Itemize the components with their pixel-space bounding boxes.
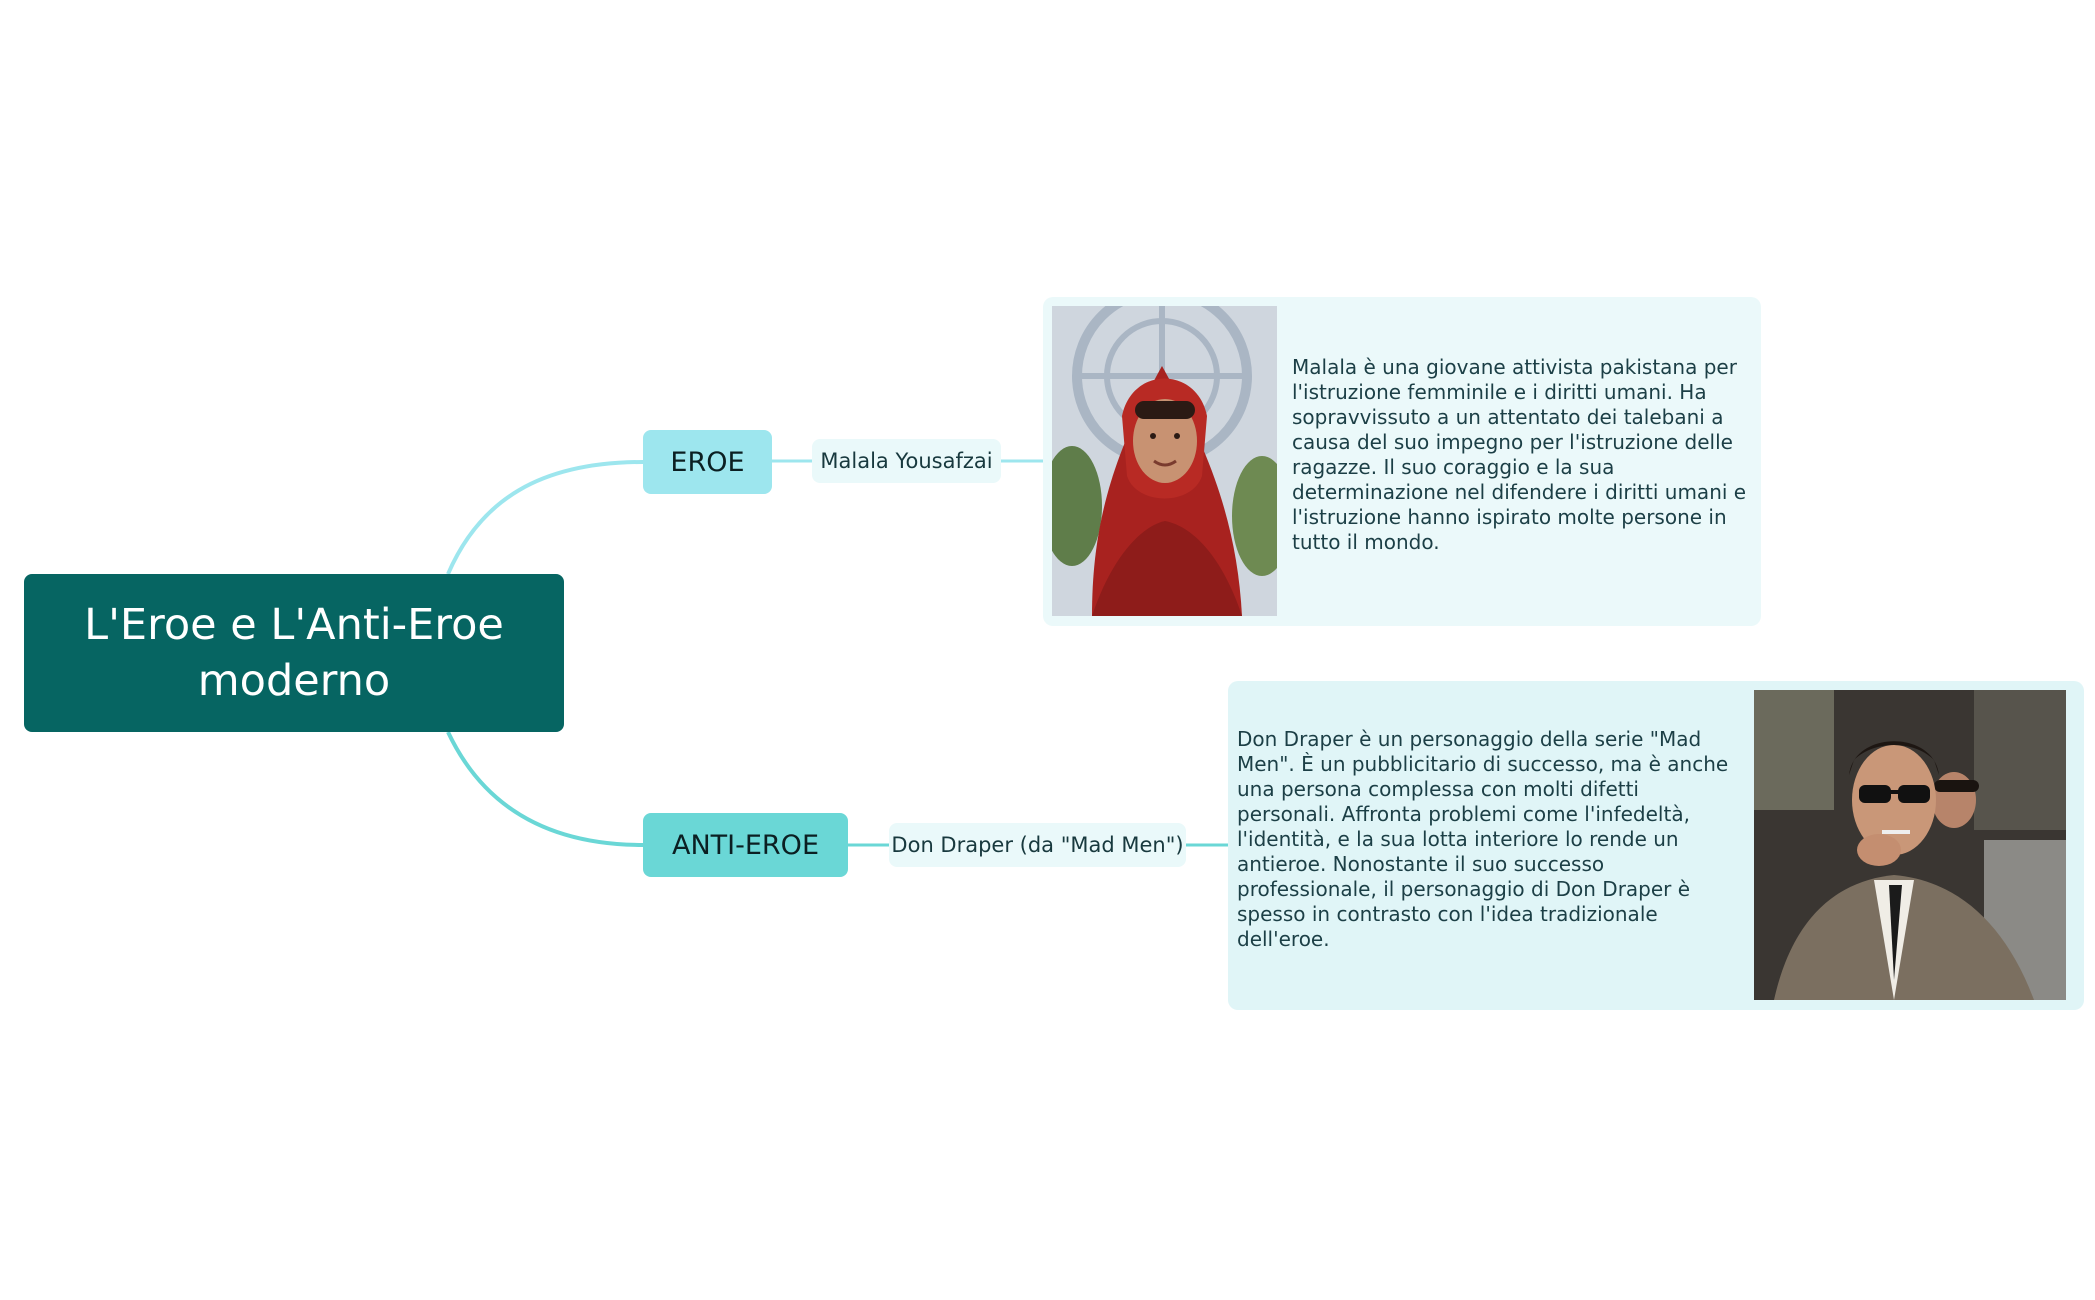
connector-root-anti <box>448 732 643 845</box>
malala-description: Malala è una giovane attivista pakistana per l'istruzione femminile e i diritti umani. Ha sopravvissuto a un attentato dei talebani a causa del suo impegno per l'istruzione delle ragazze. Il suo coraggio e la sua determinazione nel difendere i diritti umani e l'istruzione hanno ispirato molte persone in tutto il mondo. <box>1292 355 1747 554</box>
don-draper-description: Don Draper è un personaggio della serie "Mad Men". È un pubblicitario di successo, ma è anche una persona complessa con molti difetti personali. Affronta problemi come l'infedeltà, l'identità, e la sua lotta interiore lo rende un antieroe. Nonostante il suo successo professionale, il personaggio di Don Draper è spesso in contrasto con l'idea tradizionale dell'eroe. <box>1237 727 1729 951</box>
leaf-malala[interactable] <box>812 439 1001 483</box>
card-don-draper[interactable] <box>1228 681 2084 1010</box>
leaf-malala-label: Malala Yousafzai <box>820 449 993 473</box>
card-malala[interactable] <box>1043 297 1761 626</box>
leaf-don-draper[interactable] <box>889 823 1186 867</box>
root-title: L'Eroe e L'Anti-Eroe moderno <box>84 600 504 706</box>
malala-photo <box>1052 306 1277 616</box>
branch-anti-eroe[interactable] <box>643 813 848 877</box>
don-draper-photo <box>1754 690 2066 1000</box>
root-topic[interactable] <box>24 574 564 732</box>
branch-eroe-label: EROE <box>670 446 745 478</box>
branch-eroe[interactable] <box>643 430 772 494</box>
leaf-don-draper-label: Don Draper (da "Mad Men") <box>891 833 1184 857</box>
connector-root-eroe <box>448 462 643 574</box>
branch-anti-eroe-label: ANTI-EROE <box>672 829 819 861</box>
